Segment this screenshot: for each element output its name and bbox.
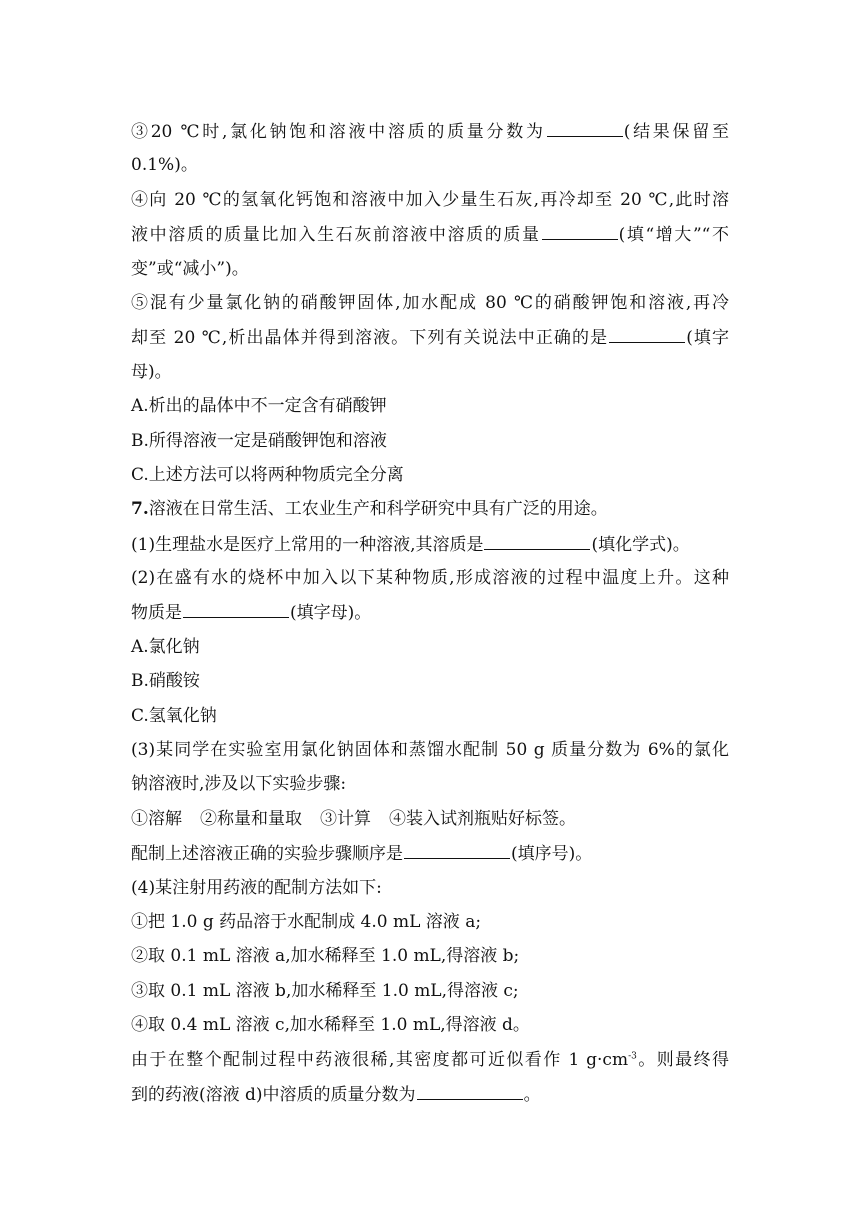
- q6-part4-line3: 变”或“减小”)。: [131, 258, 249, 279]
- q7-sub4-step2: ②取 0.1 mL 溶液 a,加水稀释至 1.0 mL,得溶液 b;: [131, 946, 520, 967]
- q7-sub4-text: 由于在整个配制过程中药液很稀,其密度都可近似看作 1 g·cm: [131, 1049, 629, 1070]
- step-item: ①溶解: [131, 808, 182, 829]
- answer-blank[interactable]: [484, 527, 590, 550]
- step-item: ④装入试剂瓶贴好标签。: [389, 808, 576, 829]
- q6-part5-note: (填字: [686, 328, 729, 349]
- q6-part3-line2: 0.1%)。: [131, 155, 198, 176]
- q6-part4-note: (填“增大”“不: [618, 225, 729, 246]
- answer-blank[interactable]: [183, 595, 289, 618]
- q7-sub3-steps: [131, 802, 729, 836]
- q6-option-b: B.所得溶液一定是硝酸钾饱和溶液: [131, 430, 387, 451]
- q6-part5-text: 却至 20 ℃,析出晶体并得到溶液。下列有关说法中正确的是: [131, 328, 609, 349]
- step-item: ②称量和量取: [200, 808, 302, 829]
- answer-blank[interactable]: [547, 114, 623, 137]
- q6-option-c: C.上述方法可以将两种物质完全分离: [131, 464, 404, 485]
- q7-sub2-option-b: B.硝酸铵: [131, 671, 200, 692]
- answer-blank[interactable]: [417, 1077, 523, 1100]
- q7-sub4-question: 到的药液(溶液 d)中溶质的质量分数为: [131, 1084, 416, 1105]
- q7-sub4-step3: ③取 0.1 mL 溶液 b,加水稀释至 1.0 mL,得溶液 c;: [131, 980, 519, 1001]
- answer-blank[interactable]: [404, 836, 510, 859]
- q7-sub1-note: (填化学式)。: [591, 534, 690, 555]
- q7-sub3-note: (填序号)。: [511, 844, 593, 865]
- step-item: ③计算: [320, 808, 371, 829]
- q7-sub4-end: 。: [523, 1084, 541, 1105]
- q7-stem-line: [131, 492, 729, 526]
- q6-option-a: A.析出的晶体中不一定含有硝酸钾: [131, 396, 387, 417]
- question-number: 7.: [131, 499, 149, 520]
- q6-part3-text: ③20 ℃时,氯化钠饱和溶液中溶质的质量分数为: [131, 122, 546, 142]
- q7-sub4-line6: [131, 1043, 729, 1077]
- q6-part5-line1: ⑤混有少量氯化钠的硝酸钾固体,加水配成 80 ℃的硝酸钾饱和溶液,再冷: [131, 292, 729, 313]
- answer-blank[interactable]: [609, 320, 685, 343]
- q7-sub2-text: 物质是: [131, 603, 182, 624]
- q7-sub1: [131, 527, 729, 561]
- q7-sub4-step4: ④取 0.4 mL 溶液 c,加水稀释至 1.0 mL,得溶液 d。: [131, 1015, 530, 1036]
- question-page: [131, 114, 729, 1111]
- q7-sub4-step1: ①把 1.0 g 药品溶于水配制成 4.0 mL 溶液 a;: [131, 911, 482, 932]
- q7-sub1-text: (1)生理盐水是医疗上常用的一种溶液,其溶质是: [131, 534, 484, 555]
- q7-sub4-line1: (4)某注射用药液的配制方法如下:: [131, 877, 382, 898]
- q7-stem: 溶液在日常生活、工农业生产和科学研究中具有广泛的用途。: [148, 499, 608, 520]
- q7-sub2-option-c: C.氢氧化钠: [131, 705, 217, 726]
- q6-part4-line2: [131, 217, 729, 251]
- q7-sub3-text: 配制上述溶液正确的实验步骤顺序是: [131, 844, 403, 865]
- q6-part3-line1: [131, 114, 729, 148]
- q7-sub2-note: (填字母)。: [290, 603, 372, 624]
- q6-part4-line1: ④向 20 ℃的氢氧化钙饱和溶液中加入少量生石灰,再冷却至 20 ℃,此时溶: [131, 189, 729, 210]
- q6-part3-note: (结果保留至: [623, 122, 729, 142]
- q7-sub3-line4: [131, 836, 729, 870]
- q7-sub2-line1: (2)在盛有水的烧杯中加入以下某种物质,形成溶液的过程中温度上升。这种: [131, 568, 729, 589]
- answer-blank[interactable]: [542, 217, 618, 240]
- q6-part5-line3: 母)。: [131, 361, 172, 382]
- q7-sub4-line7: [131, 1077, 729, 1111]
- q6-part4-text: 液中溶质的质量比加入生石灰前溶液中溶质的质量: [131, 225, 541, 246]
- q7-sub3-line1: (3)某同学在实验室用氯化钠固体和蒸馏水配制 50 g 质量分数为 6%的氯化: [131, 740, 729, 761]
- q7-sub4-text-end: 。则最终得: [636, 1049, 729, 1070]
- q6-part5-line2: [131, 320, 729, 354]
- q7-sub3-line2: 钠溶液时,涉及以下实验步骤:: [131, 774, 347, 795]
- exponent: -3: [628, 1050, 637, 1061]
- q7-sub2-line2: [131, 595, 729, 629]
- q7-sub2-option-a: A.氯化钠: [131, 636, 200, 657]
